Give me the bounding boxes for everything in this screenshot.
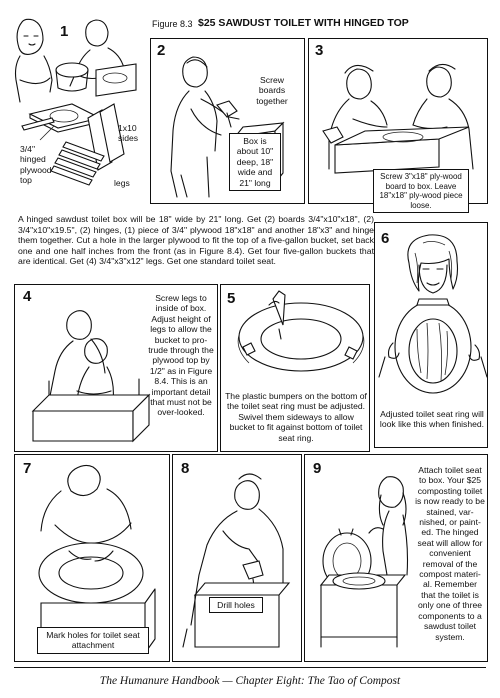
illustration-drilling-holes xyxy=(173,455,303,663)
caption-screw-legs: Screw legs to inside of box. Adjust height of legs to allow the bucket to pro-trude through the plywood top by 1/2" as in Figure 8.4. This is an important detail that must not be over-looked. xyxy=(148,293,214,418)
panel-7 xyxy=(14,454,170,662)
caption-mark-holes: Mark holes for toilet seat attachment xyxy=(37,627,149,654)
caption-legs: legs xyxy=(114,178,130,188)
panel-number: 5 xyxy=(227,290,236,307)
panel-5 xyxy=(220,284,370,452)
page-footer: The Humanure Handbook — Chapter Eight: The Tao of Compost xyxy=(99,675,401,687)
caption-box-size: Box is about 10" deep, 18" wide and 21" long xyxy=(229,133,281,191)
caption-adjusted-seat: Adjusted toilet seat ring will look like this when finished. xyxy=(379,409,485,430)
panel-number: 6 xyxy=(381,230,390,247)
panel-number: 2 xyxy=(157,42,166,59)
panel-2 xyxy=(150,38,305,204)
panel-8 xyxy=(172,454,302,662)
panel-3 xyxy=(308,38,488,210)
panel-number: 8 xyxy=(181,460,190,477)
panel-number: 1 xyxy=(60,23,69,40)
panel-6 xyxy=(374,222,488,448)
panel-number: 4 xyxy=(23,288,32,305)
caption-screw-plywood: Screw 3"x18" ply-wood board to box. Leave 18"x18" ply-wood piece loose. xyxy=(373,169,469,213)
intro-paragraph: A hinged sawdust toilet box will be 18" wide by 21" long. Get (2) boards 3/4"x10"x18", (2) 3/4"x10"x19.5", (2) hinges, (1) piece of 3/4" plywood 18"x18" and another 18"x3" and hinge them together. Cut a hole in the larger plywood to fit the top of a five-gallon bucket, set back one and one half inches from the front (as in Figure 8.4). Get four five-gallon buckets that are identical. Get (4) 3/4"x3"x12" legs. Get one standard toilet seat. xyxy=(18,214,374,267)
caption-plastic-bumpers: The plastic bumpers on the bottom of the toilet seat ring must be adjusted. Swivel them sideways to allow bucket to fit against bottom of toilet seat ring. xyxy=(225,391,367,443)
caption-attach-seat: Attach toilet seat to box. Your $25 composting toilet is now ready to be stained, var-nished, or paint-ed. The hinged seat will allow for convenient removal of the compost materi-al. Remember that the toilet is only one of three components to a sawdust toilet system. xyxy=(415,465,485,642)
panel-number: 3 xyxy=(315,42,324,59)
footer-rule xyxy=(14,667,486,668)
panel-number: 9 xyxy=(313,460,322,477)
figure-label: Figure 8.3 xyxy=(152,19,193,29)
caption-drill-holes: Drill holes xyxy=(209,597,263,613)
caption-sides: 1x10 sides xyxy=(118,123,139,144)
caption-plywood-top: 3/4" hinged plywood top xyxy=(20,144,52,186)
panel-9 xyxy=(304,454,488,662)
panel-number: 7 xyxy=(23,460,32,477)
figure-title: $25 SAWDUST TOILET WITH HINGED TOP xyxy=(198,17,409,29)
caption-screw-boards: Screw boards together xyxy=(256,75,288,106)
panel-4 xyxy=(14,284,218,452)
